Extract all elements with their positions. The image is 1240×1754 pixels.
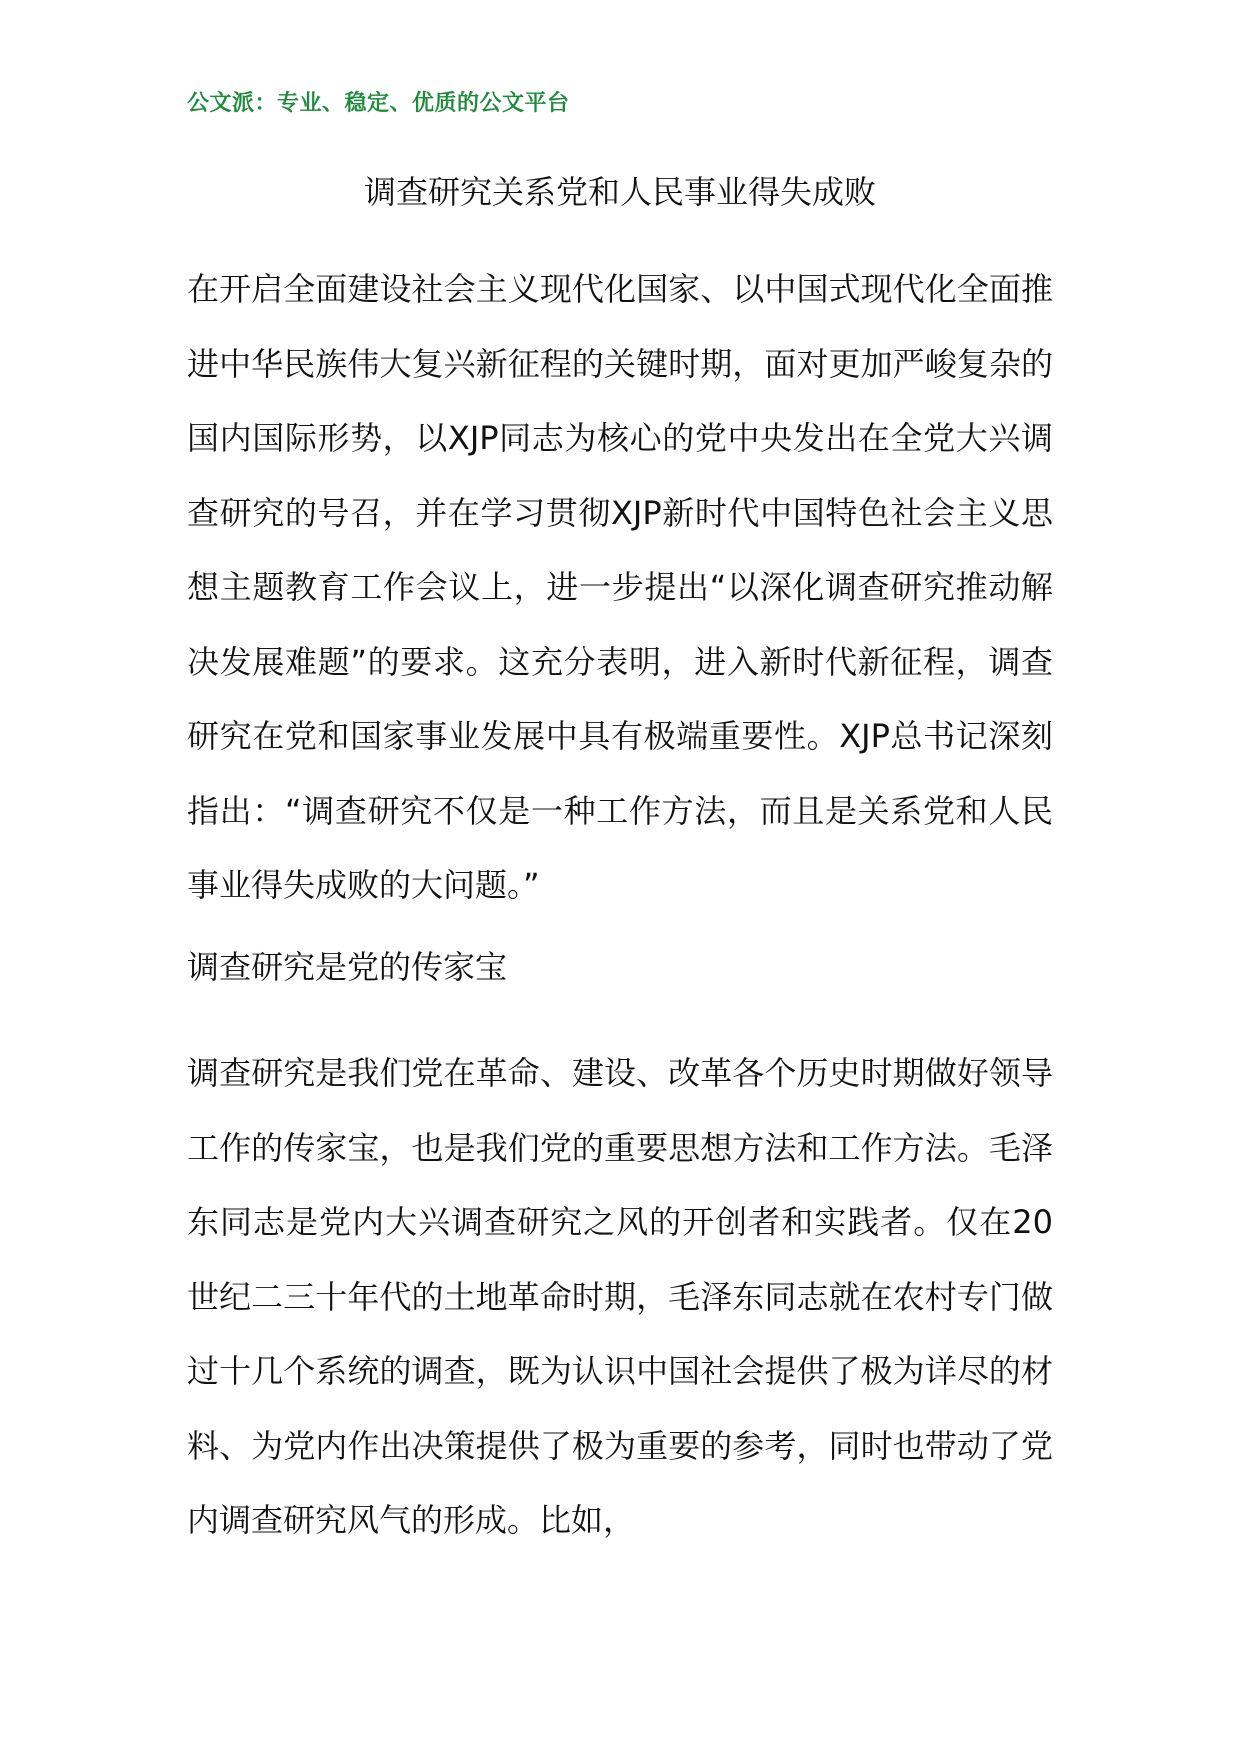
section-heading: 调查研究是党的传家宝 bbox=[187, 948, 508, 986]
site-brand-header: 公文派：专业、稳定、优质的公文平台 bbox=[187, 91, 570, 116]
document-title: 调查研究关系党和人民事业得失成败 bbox=[363, 173, 876, 211]
body-paragraph: 调查研究是我们党在革命、建设、改革各个历史时期做好领导工作的传家宝，也是我们党的重要思想方法和工作方法。毛泽东同志是党内大兴调查研究之风的开创者和实践者。仅在20世纪二三十年代的土地革命时期，毛泽东同志就在农村专门做过十几个系统的调查，既为认识中国社会提供了极为详尽的材料、为党内作出决策提供了极为重要的参考，同时也带动了党内调查研究风气的形成。比如， bbox=[187, 1054, 1053, 1539]
body-paragraph: 在开启全面建设社会主义现代化国家、以中国式现代化全面推进中华民族伟大复兴新征程的关键时期，面对更加严峻复杂的国内国际形势，以XJP同志为核心的党中央发出在全党大兴调查研究的号召，并在学习贯彻XJP新时代中国特色社会主义思想主题教育工作会议上，进一步提出“以深化调查研究推动解决发展难题”的要求。这充分表明，进入新时代新征程，调查研究在党和国家事业发展中具有极端重要性。XJP总书记深刻指出：“调查研究不仅是一种工作方法，而且是关系党和人民事业得失成败的大问题。” bbox=[187, 270, 1053, 904]
